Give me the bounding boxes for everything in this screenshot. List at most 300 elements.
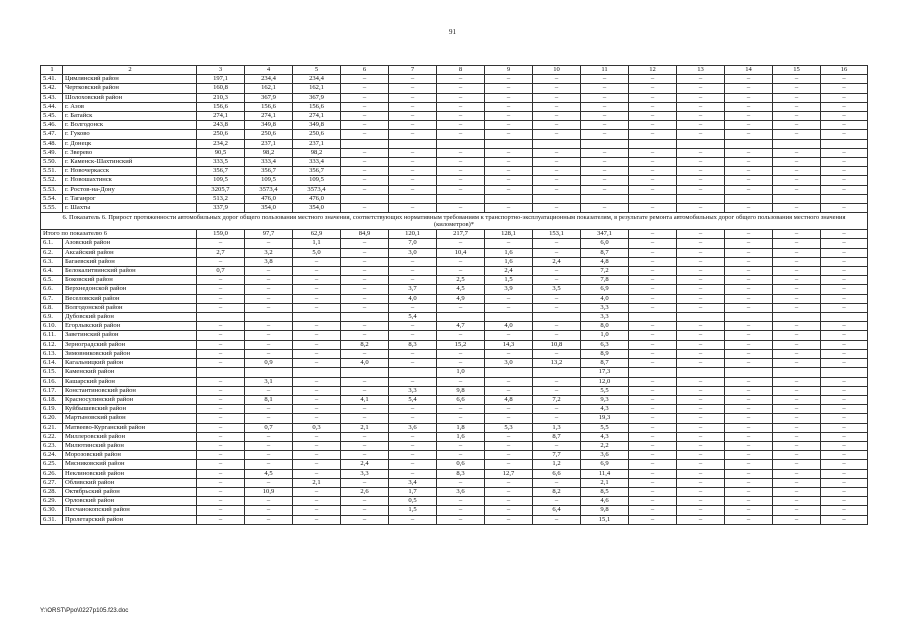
table-cell: – [821, 121, 868, 130]
table-cell: 6,0 [581, 239, 629, 248]
table-cell: – [581, 112, 629, 121]
table-cell: 4,0 [389, 294, 437, 303]
table-cell: 333,4 [245, 158, 293, 167]
table-cell: 5.43. [41, 93, 63, 102]
table-cell: – [341, 386, 389, 395]
table-cell: – [293, 377, 341, 386]
table-cell: – [677, 121, 725, 130]
table-cell: – [245, 478, 293, 487]
table-cell: – [677, 377, 725, 386]
table-cell: – [389, 257, 437, 266]
table-cell [437, 313, 485, 322]
table-cell: – [773, 359, 821, 368]
table-cell: 6.7. [41, 294, 63, 303]
table-cell: – [773, 506, 821, 515]
table-cell: – [773, 84, 821, 93]
table-cell: 6.12. [41, 340, 63, 349]
table-cell: 5,5 [581, 423, 629, 432]
table-cell: – [821, 204, 868, 213]
table-cell: – [533, 386, 581, 395]
table-row [41, 469, 868, 478]
table-row [41, 497, 868, 506]
table-row [41, 349, 868, 358]
table-cell: – [245, 303, 293, 312]
table-cell: 2,1 [341, 423, 389, 432]
table-cell: – [821, 148, 868, 157]
table-cell: 2 [63, 66, 197, 75]
table-cell: 237,1 [245, 139, 293, 148]
table-cell: – [197, 405, 245, 414]
table-cell: – [725, 102, 773, 111]
table-cell: – [581, 185, 629, 194]
table-cell: – [629, 112, 677, 121]
table-row [41, 285, 868, 294]
table-cell: 1,5 [485, 276, 533, 285]
table-cell: – [533, 331, 581, 340]
total-label: Итого по показателю 6 [41, 230, 197, 239]
table-cell: 4,0 [581, 294, 629, 303]
table-cell: – [293, 322, 341, 331]
table-cell: – [245, 515, 293, 524]
table-cell: – [581, 84, 629, 93]
table-cell: – [725, 230, 773, 239]
table-cell: – [773, 423, 821, 432]
table-cell [293, 313, 341, 322]
table-cell: – [533, 441, 581, 450]
table-cell: 3,6 [437, 487, 485, 496]
table-cell: – [581, 167, 629, 176]
table-cell: – [629, 93, 677, 102]
table-cell: – [677, 478, 725, 487]
table-cell: – [677, 340, 725, 349]
table-cell [725, 194, 773, 203]
table-cell: – [293, 294, 341, 303]
table-cell: Зерноградский район [63, 340, 197, 349]
table-cell: 153,1 [533, 230, 581, 239]
table-cell: 5.46. [41, 121, 63, 130]
table-cell: – [197, 276, 245, 285]
table-row [41, 478, 868, 487]
table-cell: – [341, 148, 389, 157]
table-cell: – [341, 451, 389, 460]
table-cell: – [677, 405, 725, 414]
table-cell: – [725, 176, 773, 185]
table-cell: 156,6 [293, 102, 341, 111]
table-cell: – [245, 322, 293, 331]
table-cell: – [629, 377, 677, 386]
table-cell: – [821, 349, 868, 358]
table-cell: – [389, 377, 437, 386]
table-cell: – [629, 248, 677, 257]
table-cell: – [197, 515, 245, 524]
table-cell: 6.19. [41, 405, 63, 414]
table-cell: 109,5 [293, 176, 341, 185]
table-cell: – [821, 340, 868, 349]
table-cell: 6.17. [41, 386, 63, 395]
table-cell: – [821, 167, 868, 176]
table-cell [341, 139, 389, 148]
table-cell: Красносулинский район [63, 395, 197, 404]
table-cell: 356,7 [197, 167, 245, 176]
table-cell: – [485, 167, 533, 176]
table-cell: – [293, 349, 341, 358]
table-cell [533, 368, 581, 377]
table-cell: 10,4 [437, 248, 485, 257]
table-cell: – [725, 506, 773, 515]
table-row [41, 368, 868, 377]
table-cell: – [389, 121, 437, 130]
table-cell: – [629, 506, 677, 515]
table-cell: – [677, 359, 725, 368]
table-cell: – [677, 506, 725, 515]
table-cell: – [485, 84, 533, 93]
table-cell: – [821, 185, 868, 194]
table-cell: г. Батайск [63, 112, 197, 121]
table-cell: – [293, 441, 341, 450]
table-cell: 3,6 [581, 451, 629, 460]
table-cell: – [677, 294, 725, 303]
table-cell: – [725, 469, 773, 478]
table-cell: 354,0 [245, 204, 293, 213]
table-cell: г. Гуково [63, 130, 197, 139]
table-cell: – [677, 331, 725, 340]
table-cell: – [197, 349, 245, 358]
table-cell: – [389, 75, 437, 84]
table-cell: 5.41. [41, 75, 63, 84]
table-cell: 4 [245, 66, 293, 75]
table-cell: – [773, 515, 821, 524]
table-cell: 5.48. [41, 139, 63, 148]
table-cell: – [821, 377, 868, 386]
table-cell: 4,1 [341, 395, 389, 404]
table-cell: – [629, 395, 677, 404]
table-cell: – [437, 130, 485, 139]
table-cell: – [341, 204, 389, 213]
table-cell: 5.54. [41, 194, 63, 203]
table-cell: 6.5. [41, 276, 63, 285]
table-cell: – [677, 395, 725, 404]
table-cell: – [629, 487, 677, 496]
table-cell: – [197, 395, 245, 404]
table-cell [581, 194, 629, 203]
table-row [41, 377, 868, 386]
table-cell: 62,9 [293, 230, 341, 239]
table-cell: г. Азов [63, 102, 197, 111]
table-cell: 367,9 [293, 93, 341, 102]
table-cell: – [533, 93, 581, 102]
table-cell: Октябрьский район [63, 487, 197, 496]
table-cell: – [197, 386, 245, 395]
table-row [41, 176, 868, 185]
table-cell: – [725, 285, 773, 294]
table-cell [485, 313, 533, 322]
table-cell: – [725, 248, 773, 257]
table-cell [773, 368, 821, 377]
table-cell: – [437, 158, 485, 167]
table-cell: 3,4 [389, 478, 437, 487]
table-cell: – [725, 423, 773, 432]
table-cell: – [581, 75, 629, 84]
table-cell: – [389, 432, 437, 441]
table-cell: Неклиновский район [63, 469, 197, 478]
table-cell: – [341, 432, 389, 441]
table-cell: – [389, 460, 437, 469]
table-cell: – [197, 460, 245, 469]
table-cell: – [341, 377, 389, 386]
table-cell: – [773, 414, 821, 423]
table-cell: – [629, 167, 677, 176]
table-cell: – [437, 405, 485, 414]
table-cell [437, 194, 485, 203]
table-cell: Миллеровский район [63, 432, 197, 441]
table-cell: – [821, 176, 868, 185]
table-cell: Заветинский район [63, 331, 197, 340]
table-cell: 4,5 [245, 469, 293, 478]
table-cell: – [821, 386, 868, 395]
table-cell: 8,7 [581, 248, 629, 257]
table-cell: – [821, 239, 868, 248]
table-cell: – [773, 303, 821, 312]
table-cell: – [245, 386, 293, 395]
table-cell: Боковский район [63, 276, 197, 285]
table-row [41, 294, 868, 303]
table-cell: – [389, 130, 437, 139]
table-cell: – [197, 285, 245, 294]
footer-file-path: Y:\ORST\Ppo\0227p105.f23.doc [40, 607, 129, 614]
table-cell: 98,2 [293, 148, 341, 157]
table-cell: 14,3 [485, 340, 533, 349]
table-cell: – [773, 230, 821, 239]
table-cell: – [533, 294, 581, 303]
table-cell: – [533, 349, 581, 358]
table-cell: 6.18. [41, 395, 63, 404]
table-cell: – [293, 405, 341, 414]
table-cell: 349,8 [245, 121, 293, 130]
table-cell: 8,2 [341, 340, 389, 349]
table-cell: 0,5 [389, 497, 437, 506]
table-cell: – [245, 276, 293, 285]
table-cell: – [389, 441, 437, 450]
table-cell: – [629, 185, 677, 194]
table-cell: – [773, 497, 821, 506]
table-cell: 6.30. [41, 506, 63, 515]
table-cell: 3,8 [245, 257, 293, 266]
table-cell: – [773, 93, 821, 102]
table-cell: 8,3 [389, 340, 437, 349]
table-cell: – [389, 93, 437, 102]
table-cell: – [197, 331, 245, 340]
table-cell: – [437, 478, 485, 487]
table-cell: 5.52. [41, 176, 63, 185]
table-cell: – [485, 176, 533, 185]
table-cell: 5,0 [293, 248, 341, 257]
table-cell: – [533, 148, 581, 157]
table-cell: 333,5 [197, 158, 245, 167]
table-cell: 0,7 [245, 423, 293, 432]
table-cell [533, 313, 581, 322]
table-cell: – [725, 460, 773, 469]
table-cell: 3,3 [581, 313, 629, 322]
table-cell: 156,6 [245, 102, 293, 111]
table-cell: – [725, 414, 773, 423]
table-row [41, 405, 868, 414]
table-cell [533, 139, 581, 148]
table-cell: 6,6 [437, 395, 485, 404]
table-cell: г. Таганрог [63, 194, 197, 203]
table-cell: – [389, 276, 437, 285]
table-cell: – [629, 130, 677, 139]
table-cell: 14 [725, 66, 773, 75]
table-cell: – [725, 257, 773, 266]
table-cell: Аксайский район [63, 248, 197, 257]
table-cell: – [773, 405, 821, 414]
table-cell: – [821, 130, 868, 139]
table-cell: – [773, 276, 821, 285]
table-cell: 250,6 [245, 130, 293, 139]
table-cell: 16 [821, 66, 868, 75]
table-cell: – [725, 331, 773, 340]
table-cell: 4,3 [581, 405, 629, 414]
table-cell: – [677, 414, 725, 423]
table-row [41, 331, 868, 340]
table-cell: – [677, 497, 725, 506]
table-cell [677, 194, 725, 203]
table-cell: – [821, 331, 868, 340]
table-cell: – [725, 405, 773, 414]
table-cell: 120,1 [389, 230, 437, 239]
table-cell: 8,2 [533, 487, 581, 496]
table-cell [773, 194, 821, 203]
table-cell [485, 368, 533, 377]
table-cell: – [485, 294, 533, 303]
table-cell [437, 139, 485, 148]
table-cell: – [197, 451, 245, 460]
table-cell: 8,3 [437, 469, 485, 478]
table-cell: 234,4 [293, 75, 341, 84]
table-cell: – [341, 478, 389, 487]
table-cell: – [341, 322, 389, 331]
table-cell: г. Зверево [63, 148, 197, 157]
table-cell: – [293, 469, 341, 478]
table-cell: – [485, 487, 533, 496]
table-cell: – [389, 451, 437, 460]
table-cell [773, 139, 821, 148]
table-cell: – [437, 121, 485, 130]
table-cell: 1 [41, 66, 63, 75]
table-cell: – [533, 121, 581, 130]
table-cell: – [485, 506, 533, 515]
table-cell: 6.10. [41, 322, 63, 331]
table-cell: – [677, 102, 725, 111]
table-cell: – [677, 441, 725, 450]
table-cell: – [245, 414, 293, 423]
table-cell: – [293, 497, 341, 506]
table-cell: – [533, 158, 581, 167]
table-cell: – [677, 276, 725, 285]
table-cell: – [389, 359, 437, 368]
table-cell: – [485, 158, 533, 167]
table-cell: 6.31. [41, 515, 63, 524]
table-cell: – [389, 303, 437, 312]
table-cell: Волгодонской район [63, 303, 197, 312]
table-cell: 8 [437, 66, 485, 75]
table-cell: – [677, 158, 725, 167]
table-cell: 10 [533, 66, 581, 75]
table-cell: 234,4 [245, 75, 293, 84]
table-cell: – [485, 239, 533, 248]
table-cell: – [677, 239, 725, 248]
table-cell: 5.47. [41, 130, 63, 139]
table-cell: 6.11. [41, 331, 63, 340]
table-cell: – [533, 515, 581, 524]
table-cell: – [245, 349, 293, 358]
table-cell: – [389, 515, 437, 524]
table-cell [485, 194, 533, 203]
table-cell: – [725, 451, 773, 460]
table-cell: – [245, 441, 293, 450]
table-cell: – [485, 121, 533, 130]
table-cell: 3,3 [341, 469, 389, 478]
table-cell: – [677, 487, 725, 496]
table-cell: 476,0 [293, 194, 341, 203]
table-cell: – [773, 102, 821, 111]
table-cell: – [341, 497, 389, 506]
table-cell: Песчанокопский район [63, 506, 197, 515]
table-cell: – [437, 359, 485, 368]
table-cell: – [197, 487, 245, 496]
table-cell: 337,9 [197, 204, 245, 213]
table-cell: – [437, 148, 485, 157]
table-cell: 6.27. [41, 478, 63, 487]
table-cell: – [677, 84, 725, 93]
table-cell: 6.28. [41, 487, 63, 496]
table-cell: – [773, 469, 821, 478]
table-cell: – [437, 377, 485, 386]
table-cell [725, 139, 773, 148]
table-cell: – [773, 349, 821, 358]
table-cell [341, 194, 389, 203]
table-cell: 1,0 [437, 368, 485, 377]
table-cell: – [533, 267, 581, 276]
table-row [41, 313, 868, 322]
table-cell: – [293, 276, 341, 285]
table-row [41, 423, 868, 432]
table-cell: – [389, 112, 437, 121]
table-cell [197, 368, 245, 377]
table-cell: 7,2 [533, 395, 581, 404]
table-cell: – [629, 322, 677, 331]
table-row [41, 395, 868, 404]
table-cell: – [629, 204, 677, 213]
table-cell: – [389, 102, 437, 111]
table-cell: 2,4 [485, 267, 533, 276]
table-cell: – [533, 130, 581, 139]
table-cell: 159,0 [197, 230, 245, 239]
table-cell: Цимлянский район [63, 75, 197, 84]
table-cell: Егорлыкский район [63, 322, 197, 331]
table-cell: 3,0 [485, 359, 533, 368]
table-cell: – [677, 167, 725, 176]
table-cell: – [197, 441, 245, 450]
table-cell: – [773, 148, 821, 157]
table-cell: 4,8 [581, 257, 629, 266]
table-cell: 3,5 [533, 285, 581, 294]
table-cell: – [725, 349, 773, 358]
table-cell: – [773, 331, 821, 340]
table-cell: 109,5 [245, 176, 293, 185]
table-cell: – [629, 331, 677, 340]
table-cell: – [293, 359, 341, 368]
